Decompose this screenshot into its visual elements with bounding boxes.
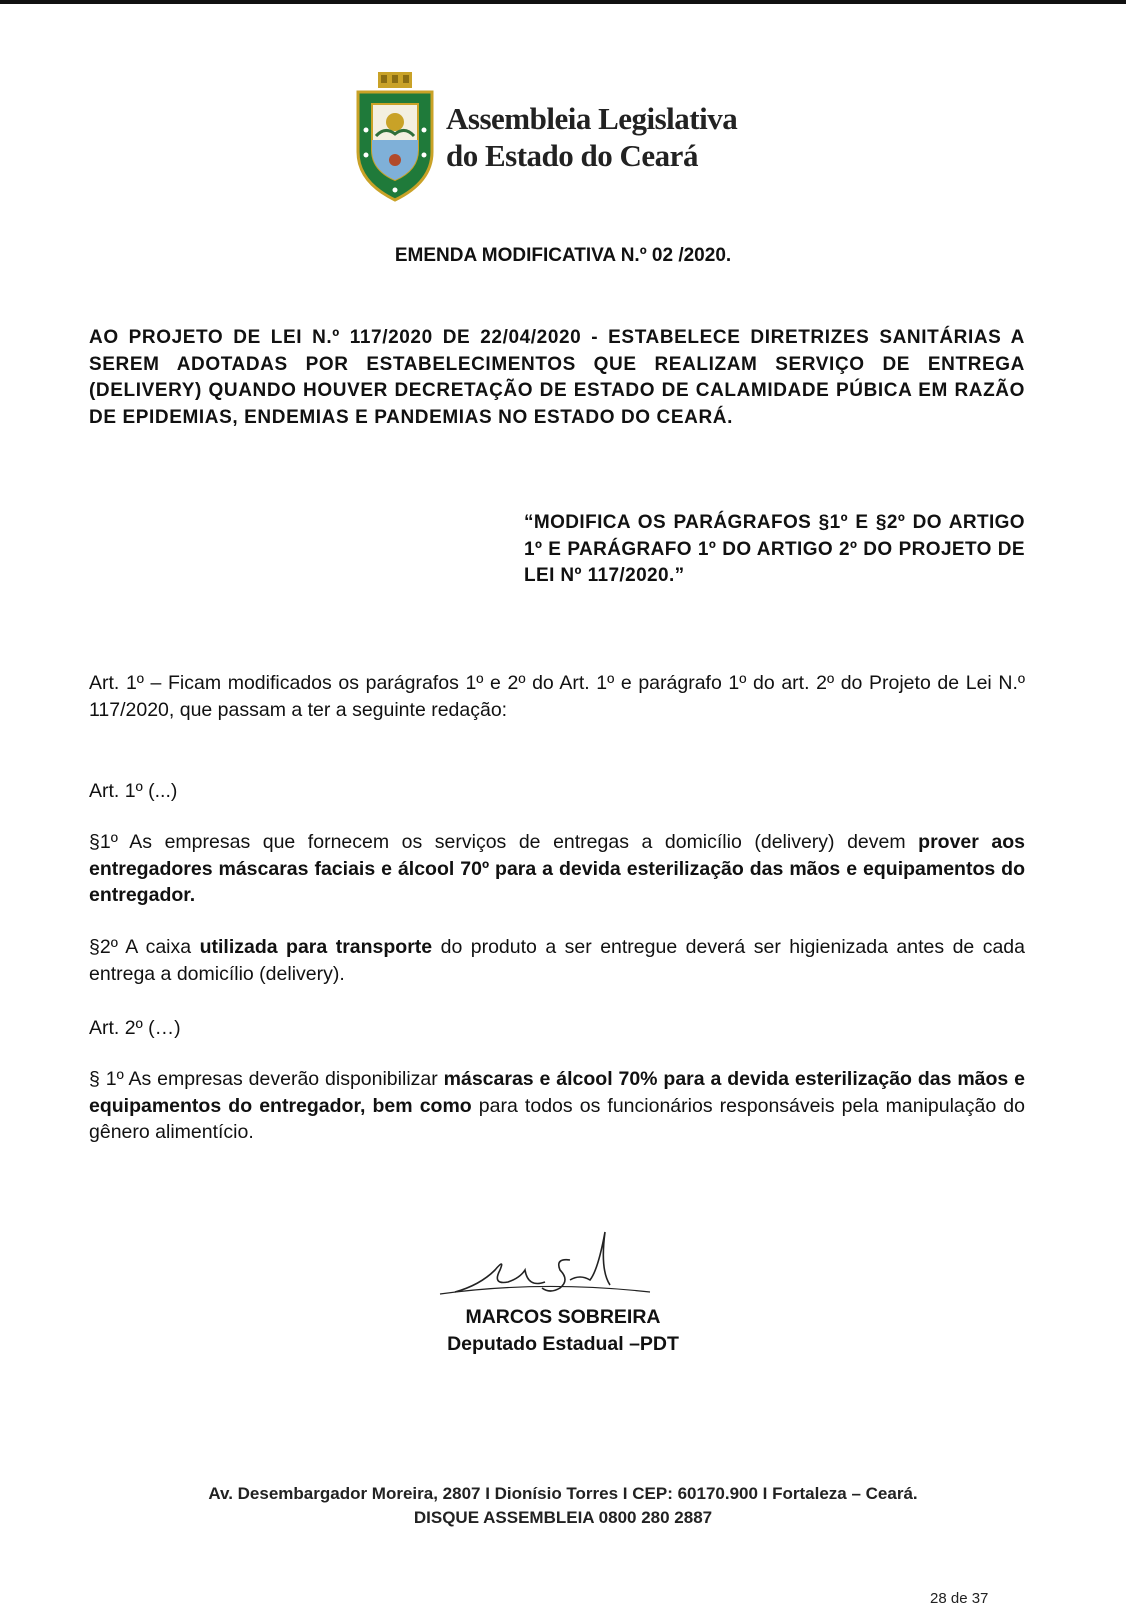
signer-role: Deputado Estadual –PDT (447, 1333, 679, 1355)
paragraph-3-text-a: § 1º As empresas deverão disponibilizar (89, 1068, 444, 1090)
paragraph-2-text-a: §2º A caixa (89, 936, 200, 958)
institution-name-line1: Assembleia Legislativa (446, 101, 738, 136)
paragraph-3-bold: máscaras e álcool 70% para a devida esterilização das mãos e equipamentos do entregador, bem como (89, 1068, 1025, 1117)
paragraph-2-bold: utilizada para transporte (199, 936, 433, 958)
paragraph-3-text-b: para todos os funcionários responsáveis pela manipulação do gênero alimentício. (89, 1094, 1025, 1143)
ementa: AO PROJETO DE LEI N.º 117/2020 DE 22/04/2020 - ESTABELECE DIRETRIZES SANITÁRIAS A SEREM ADOTADAS POR ESTABELECIMENTOS QUE REALIZAM SERVIÇO DE ENTREGA (DELIVERY) QUANDO HOUVER DECRETAÇÃO DE ESTADO DE CALAMIDADE PÚBICA EM RAZÃO DE EPIDEMIAS, ENDEMIAS E PANDEMIAS NO ESTADO DO CEARÁ. (89, 327, 1025, 428)
article-2-heading: Art. 2º (…) (89, 1017, 181, 1039)
institution-name (446, 100, 737, 174)
letterhead (350, 70, 770, 205)
article-1-heading: Art. 1º (...) (89, 780, 178, 802)
handwritten-signature (420, 1230, 700, 1300)
article-1-intro: Art. 1º – Ficam modificados os parágrafos 1º e 2º do Art. 1º e parágrafo 1º do art. 2º do Projeto de Lei N.º 117/2020, que passam a ter a seguinte redação: (89, 672, 1025, 721)
signer-name: MARCOS SOBREIRA (465, 1306, 661, 1328)
paragraph-3 (89, 1066, 1025, 1146)
paragraph-2 (89, 934, 1025, 987)
paragraph-2-text-b: do produto a ser entregue deverá ser higienizada antes de cada entrega a domicílio (delivery). (89, 936, 1026, 985)
footer-phone: DISQUE ASSEMBLEIA 0800 280 2887 (413, 1508, 713, 1527)
footer-address: Av. Desembargador Moreira, 2807 I Dionísio Torres I CEP: 60170.900 I Fortaleza – Ceará. (208, 1484, 918, 1503)
paragraph-1-text: §1º As empresas que fornecem os serviços de entregas a domicílio (delivery) devem (89, 831, 919, 853)
top-border (0, 0, 1126, 4)
page-number: 28 de 37 (930, 1590, 989, 1607)
ceara-coat-of-arms-icon (350, 70, 440, 205)
paragraph-1-bold: prover aos entregadores máscaras faciais e álcool 70º para a devida esterilização das mãos e equipamentos do entregador. (89, 831, 1025, 906)
document-title: EMENDA MODIFICATIVA N.º 02 /2020. (394, 245, 732, 266)
amendment-summary: “MODIFICA OS PARÁGRAFOS §1º E §2º DO ARTIGO 1º E PARÁGRAFO 1º DO ARTIGO 2º DO PROJETO DE LEI Nº 117/2020.” (524, 512, 1025, 586)
paragraph-1 (89, 829, 1025, 909)
institution-name-line2: do Estado do Ceará (446, 138, 698, 173)
